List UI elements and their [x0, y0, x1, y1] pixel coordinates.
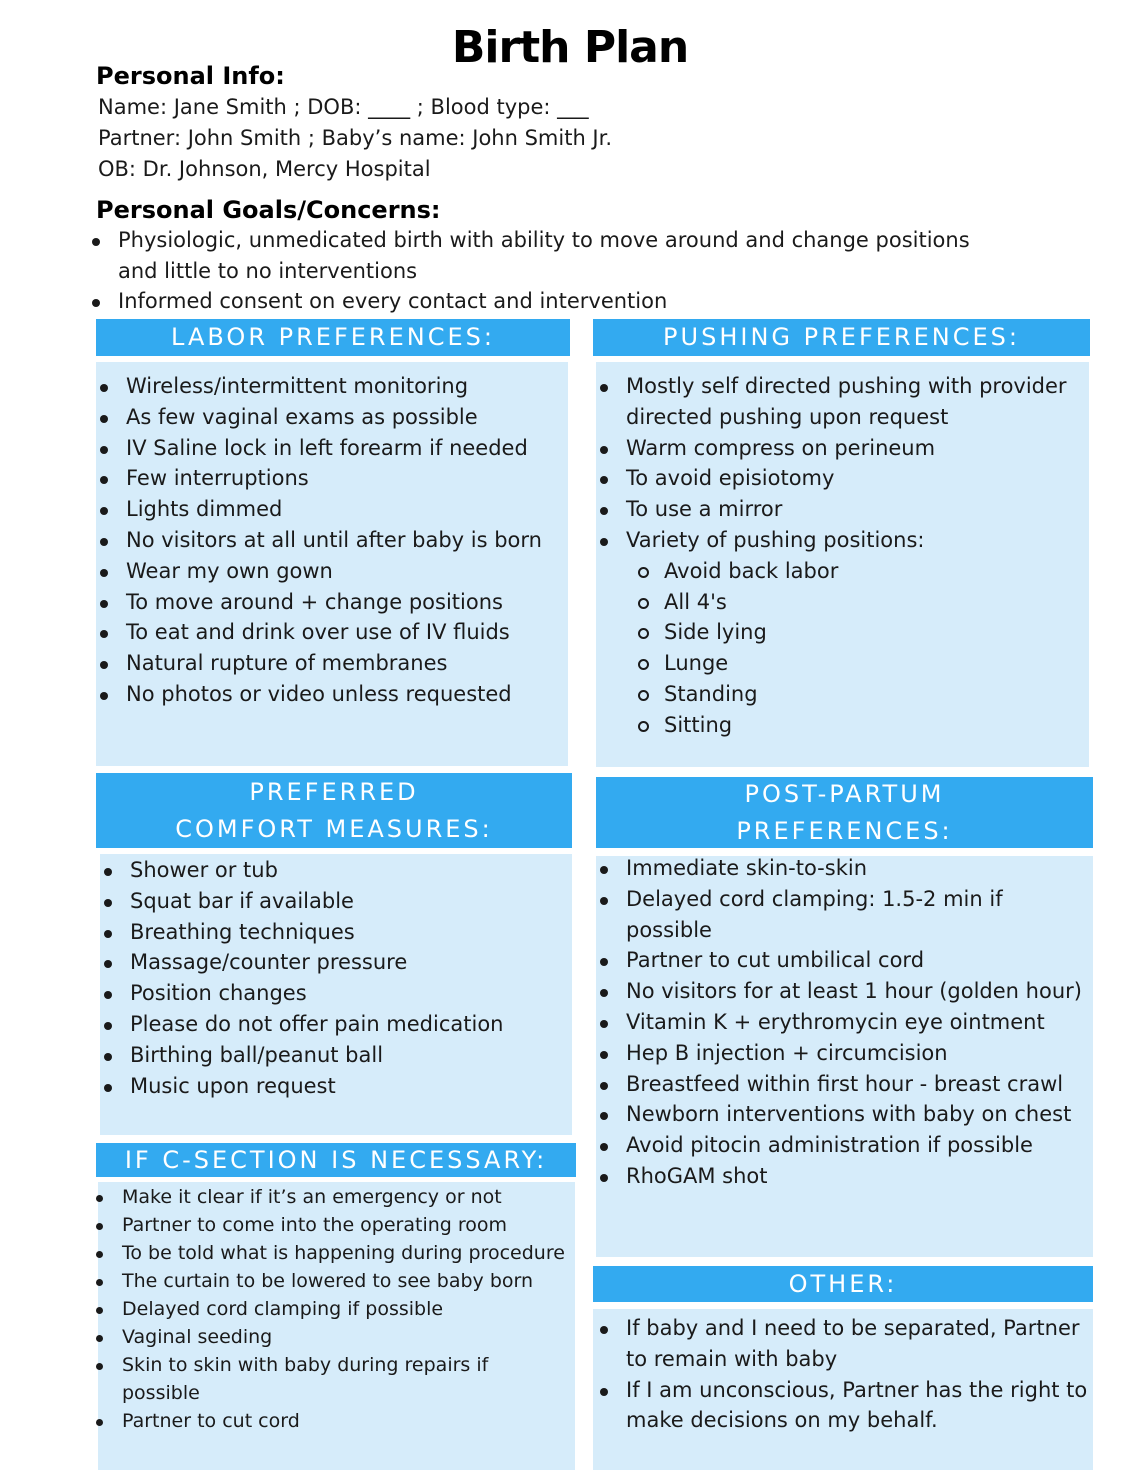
list-item: Newborn interventions with baby on chest	[596, 1099, 1090, 1130]
list-item: Wear my own gown	[96, 556, 568, 587]
list-item: Vitamin K + erythromycin eye ointment	[596, 1007, 1090, 1038]
sub-list-item: All 4's	[596, 587, 1086, 618]
list-item: Lights dimmed	[96, 494, 568, 525]
list-item: Shower or tub	[100, 855, 570, 886]
csection-header	[96, 1143, 576, 1177]
sub-list-item: Sitting	[596, 710, 1086, 741]
labor-header	[96, 319, 570, 356]
personal-info-block	[98, 92, 998, 185]
list-item: Avoid pitocin administration if possible	[596, 1130, 1090, 1161]
postpartum-header-line2: PREFERENCES:	[736, 816, 953, 845]
postpartum-header-line1: POST-PARTUM	[744, 779, 945, 808]
comfort-header-line2: COMFORT MEASURES:	[175, 814, 493, 843]
postpartum-list	[596, 853, 1090, 1192]
list-item: Breathing techniques	[100, 917, 570, 948]
list-item: To use a mirror	[596, 494, 1086, 525]
list-item: To move around + change positions	[96, 587, 568, 618]
list-item: Informed consent on every contact and intervention	[88, 286, 988, 317]
sub-list-item: Standing	[596, 679, 1086, 710]
list-item: Hep B injection + circumcision	[596, 1038, 1090, 1069]
page-title: Birth Plan	[451, 22, 689, 73]
list-item: No visitors at all until after baby is born	[96, 525, 568, 556]
list-item: Partner to come into the operating room	[92, 1211, 572, 1239]
list-item: RhoGAM shot	[596, 1161, 1090, 1192]
other-list	[596, 1313, 1090, 1436]
pushing-header-label: PUSHING PREFERENCES:	[663, 323, 1020, 351]
comfort-header	[96, 773, 572, 848]
other-box	[593, 1309, 1093, 1470]
ob-line: OB: Dr. Johnson, Mercy Hospital	[98, 157, 431, 181]
labor-header-label: LABOR PREFERENCES:	[171, 323, 495, 351]
csection-list	[92, 1183, 572, 1435]
list-item: No photos or video unless requested	[96, 679, 568, 710]
list-item: Variety of pushing positions:	[596, 525, 1086, 556]
list-item: Natural rupture of membranes	[96, 648, 568, 679]
list-item: Immediate skin-to-skin	[596, 853, 1090, 884]
list-item: No visitors for at least 1 hour (golden hour)	[596, 976, 1090, 1007]
list-item: Vaginal seeding	[92, 1323, 572, 1351]
list-item: IV Saline lock in left forearm if needed	[96, 433, 568, 464]
labor-list	[96, 371, 568, 710]
name-line: Name: Jane Smith ; DOB: ____ ; Blood type: ___	[98, 95, 589, 119]
list-item: Mostly self directed pushing with provider directed pushing upon request	[596, 371, 1086, 433]
list-item: To avoid episiotomy	[596, 463, 1086, 494]
pushing-box	[596, 362, 1089, 767]
list-item: Partner to cut umbilical cord	[596, 945, 1090, 976]
list-item: To eat and drink over use of IV fluids	[96, 617, 568, 648]
sub-list-item: Lunge	[596, 648, 1086, 679]
list-item: Wireless/intermittent monitoring	[96, 371, 568, 402]
list-item: Massage/counter pressure	[100, 947, 570, 978]
list-item: As few vaginal exams as possible	[96, 402, 568, 433]
pushing-list	[596, 371, 1086, 741]
list-item: Please do not offer pain medication	[100, 1009, 570, 1040]
list-item: Squat bar if available	[100, 886, 570, 917]
list-item: Make it clear if it’s an emergency or not	[92, 1183, 572, 1211]
list-item: The curtain to be lowered to see baby born	[92, 1267, 572, 1295]
list-item: Delayed cord clamping: 1.5-2 min if possible	[596, 884, 1090, 946]
csection-header-label: IF C-SECTION IS NECESSARY:	[124, 1145, 548, 1174]
list-item: Position changes	[100, 978, 570, 1009]
list-item: If I am unconscious, Partner has the right to make decisions on my behalf.	[596, 1375, 1090, 1437]
other-header	[593, 1266, 1093, 1302]
list-item: Breastfeed within first hour - breast crawl	[596, 1069, 1090, 1100]
list-item: Skin to skin with baby during repairs if possible	[92, 1351, 572, 1407]
comfort-box	[100, 854, 572, 1135]
list-item: To be told what is happening during procedure	[92, 1239, 572, 1267]
sub-list-item: Side lying	[596, 617, 1086, 648]
other-header-label: OTHER:	[788, 1269, 898, 1298]
list-item: Few interruptions	[96, 463, 568, 494]
comfort-header-line1: PREFERRED	[249, 777, 419, 806]
pushing-header	[593, 319, 1090, 356]
list-item: If baby and I need to be separated, Partner to remain with baby	[596, 1313, 1090, 1375]
labor-box	[96, 362, 568, 766]
partner-line: Partner: John Smith ; Baby’s name: John Smith Jr.	[98, 126, 613, 150]
personal-info-heading: Personal Info:	[96, 62, 285, 90]
list-item: Physiologic, unmedicated birth with ability to move around and change positions and little to no interventions	[88, 225, 988, 286]
list-item: Birthing ball/peanut ball	[100, 1040, 570, 1071]
sub-list-item: Avoid back labor	[596, 556, 1086, 587]
goals-list	[88, 225, 988, 317]
list-item: Warm compress on perineum	[596, 433, 1086, 464]
goals-heading: Personal Goals/Concerns:	[96, 196, 441, 224]
list-item: Music upon request	[100, 1071, 570, 1102]
csection-box	[98, 1182, 575, 1470]
comfort-list	[100, 855, 570, 1101]
list-item: Delayed cord clamping if possible	[92, 1295, 572, 1323]
postpartum-box	[596, 856, 1093, 1257]
postpartum-header	[596, 777, 1093, 848]
list-item: Partner to cut cord	[92, 1407, 572, 1435]
